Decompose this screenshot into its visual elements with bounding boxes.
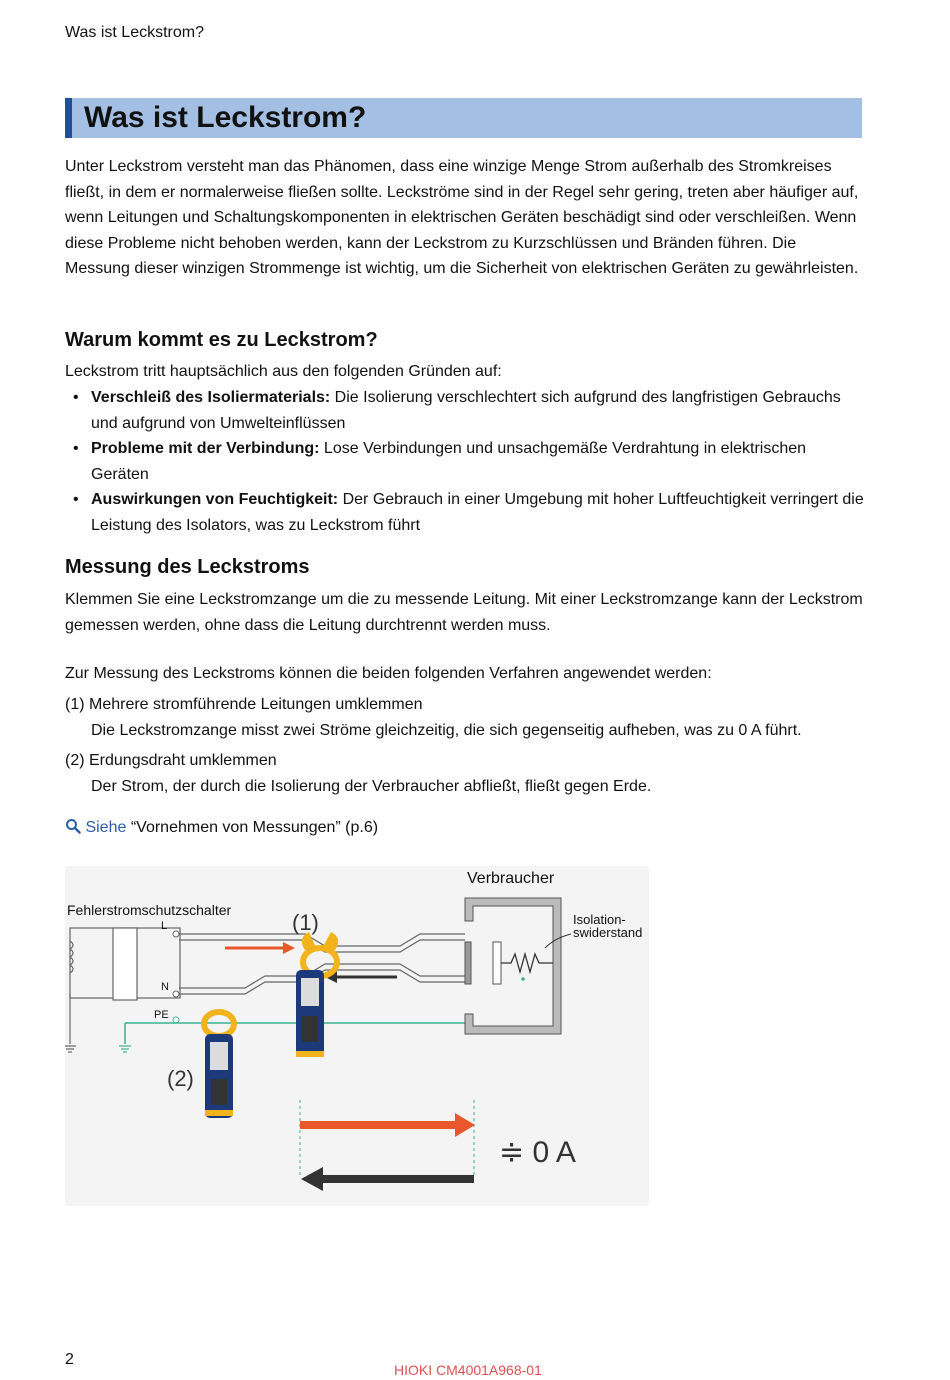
measure-paragraph-1: Klemmen Sie eine Leckstromzange um die zu messende Leitung. Mit einer Leckstromzange kann der Leckstrom gemessen werden, ohne dass die Leitung durchtrennt werden muss. — [65, 591, 863, 634]
method-item — [65, 692, 865, 743]
reference-text: “Vornehmen von Messungen” (p.6) — [126, 819, 379, 836]
label-result: ≑ 0 A — [499, 1136, 576, 1169]
label-breaker: Fehlerstromschutzschalter — [67, 902, 232, 918]
reference — [65, 818, 378, 837]
reason-item — [65, 436, 865, 487]
leakage-diagram — [65, 866, 649, 1206]
method-title: (1) Mehrere stromführende Leitungen umklemmen — [65, 696, 423, 713]
load-plate-right — [493, 942, 501, 984]
load-plate-left — [465, 942, 471, 984]
page-number: 2 — [65, 1351, 74, 1368]
method-desc: Die Leckstromzange misst zwei Ströme gleichzeitig, die sich gegenseitig aufheben, was zu 0 A führt. — [91, 721, 802, 739]
reason-text: Der Gebrauch in einer Umgebung mit hoher Luftfeuchtigkeit verringert die Leistung des Isolators, was zu Leckstrom führt — [91, 491, 864, 534]
reference-link[interactable]: Siehe — [85, 819, 127, 836]
label-L: L — [161, 920, 168, 932]
reason-term: Verschleiß des Isoliermaterials: — [91, 389, 331, 406]
label-insulation-2: swiderstand — [573, 925, 643, 940]
method-item — [65, 748, 865, 799]
measure-paragraph-2: Zur Messung des Leckstroms können die beiden folgenden Verfahren angewendet werden: — [65, 665, 712, 682]
label-load: Verbraucher — [467, 870, 555, 887]
intro-paragraph: Unter Leckstrom versteht man das Phänomen, dass eine winzige Menge Strom außerhalb des Stromkreises fließt, in dem er normalerweise fließen sollte. Leckströme sind in der Regel sehr gering, treten aber häufiger auf, wenn Leitungen und Schaltungskomponenten in elektrischen Geräten beschädigt sind oder verschleißen. Wenn diese Probleme nicht behoben werden, kann der Leckstrom zu Kurzschlüssen und Bränden führen. Die Messung dieser winzigen Strommenge ist wichtig, um die Sicherheit von elektrischen Geräten zu gewährleisten. — [65, 158, 859, 278]
reason-text: Die Isolierung verschlechtert sich aufgrund des langfristigen Gebrauchs und aufgrund von Umwelteinflüssen — [91, 389, 841, 432]
magnifier-icon — [65, 818, 81, 834]
reason-term: Auswirkungen von Feuchtigkeit: — [91, 491, 339, 509]
title-bar — [65, 98, 862, 138]
reason-term: Probleme mit der Verbindung: — [91, 440, 320, 458]
terminal-N — [173, 991, 179, 997]
terminal-L — [173, 931, 179, 937]
label-method-2: (2) — [167, 1066, 194, 1091]
running-head: Was ist Leckstrom? — [65, 24, 204, 41]
method-desc: Der Strom, der durch die Isolierung der Verbraucher abfließt, fließt gegen Erde. — [91, 777, 652, 795]
why-lead: Leckstrom tritt hauptsächlich aus den folgenden Gründen auf: — [65, 363, 502, 380]
reason-item — [65, 385, 865, 436]
footer-code: HIOKI CM4001A968-01 — [394, 1362, 542, 1378]
reason-text: Lose Verbindungen und unsachgemäße Verdrahtung in elektrischen Geräten — [91, 440, 807, 483]
heading-why: Warum kommt es zu Leckstrom? — [65, 329, 378, 351]
reasons-list — [65, 385, 865, 539]
label-insulation-1: Isolation- — [573, 912, 626, 927]
breaker-body — [113, 928, 137, 1000]
label-method-1: (1) — [292, 910, 319, 935]
heading-measure: Messung des Leckstroms — [65, 556, 310, 578]
label-N: N — [161, 981, 169, 993]
terminal-PE — [173, 1017, 179, 1023]
method-title: (2) Erdungsdraht umklemmen — [65, 752, 277, 769]
page-title: Was ist Leckstrom? — [84, 101, 367, 134]
reason-item — [65, 487, 865, 538]
label-PE: PE — [154, 1009, 169, 1021]
